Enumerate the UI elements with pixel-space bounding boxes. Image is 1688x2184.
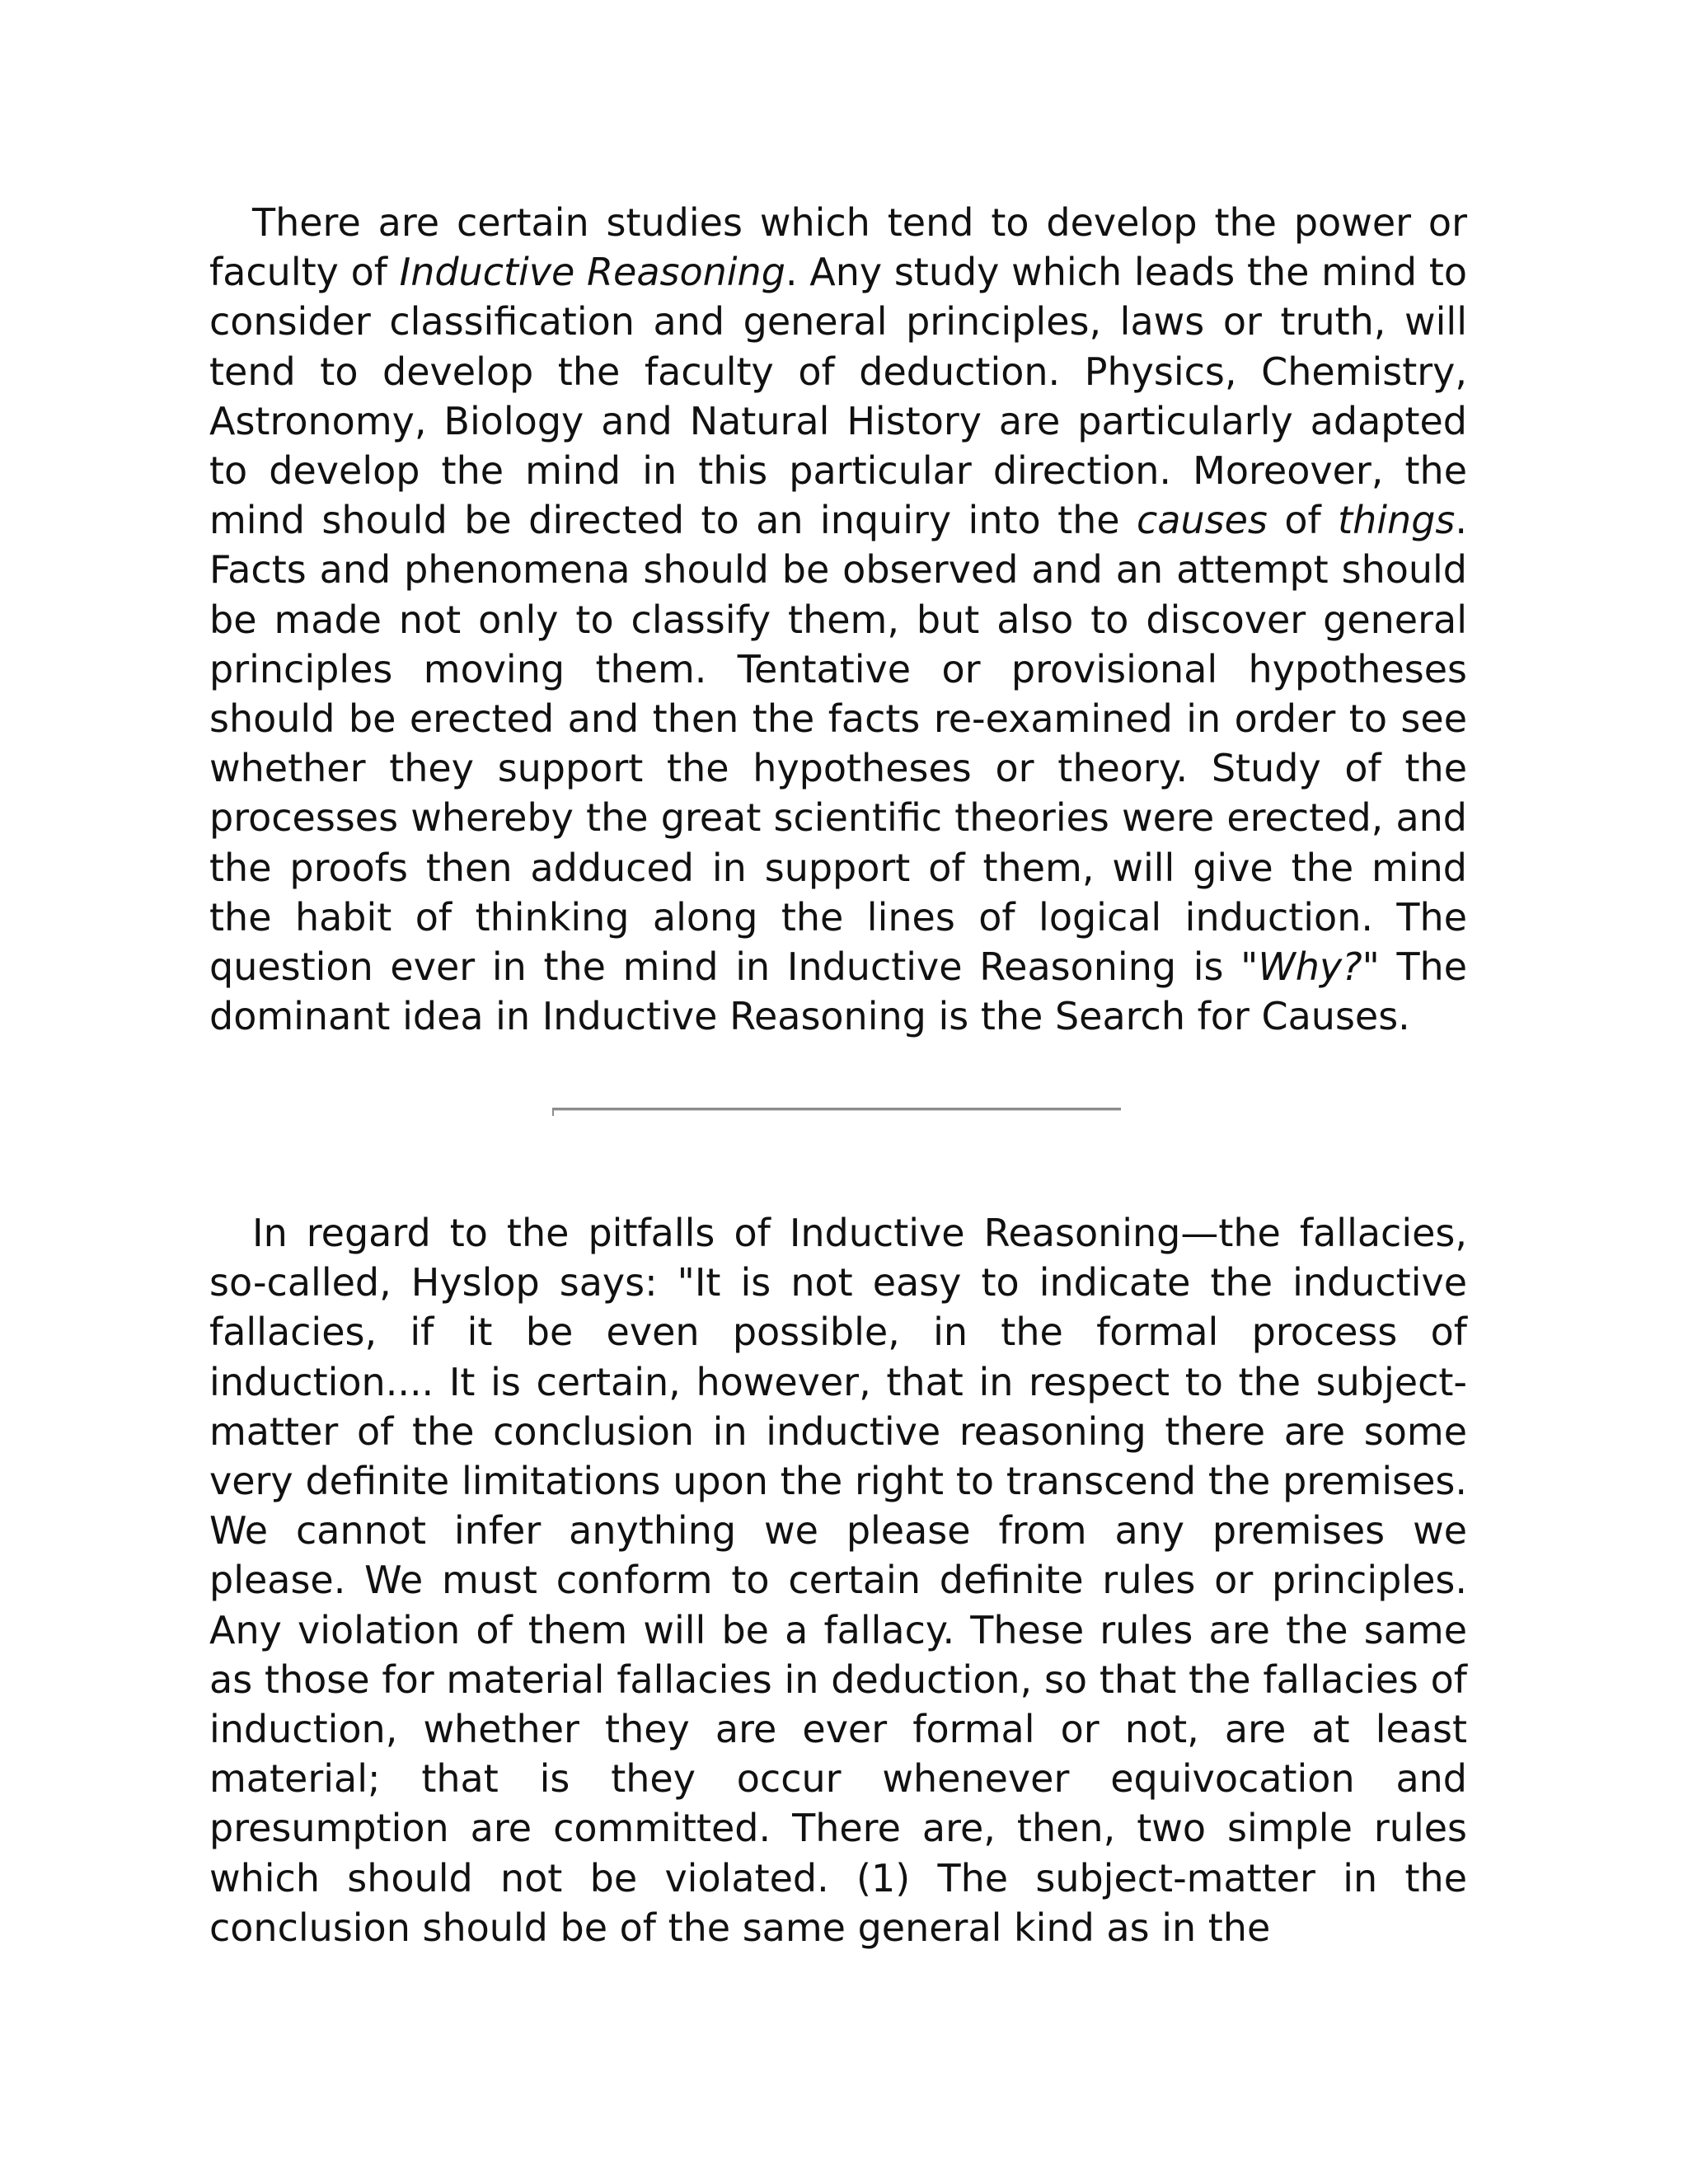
- emphasis-things: things: [1338, 498, 1456, 543]
- emphasis-causes: causes: [1137, 498, 1268, 543]
- text-run: There are certain studies which tend to develop the power or faculty of: [209, 200, 1467, 295]
- emphasis-inductive-reasoning: Inductive Reasoning: [399, 250, 785, 295]
- text-run: In regard to the pitfalls of Inductive Reasoning—the fallacies, so-called, Hyslop says: "It is not easy to indicate the inductive fallacies, if it be even possible, in the formal process of induction.... It is certain, however, that in respect to the subject-matter of the conclusion in inductive reasoning there are some very definite limitations upon the right to transcend the premises. We cannot infer anything we please from any premises we please. We must conform to certain definite rules or principles. Any violation of them will be a fallacy. These rules are the same as those for material fallacies in deduction, so that the fallacies of induction, whether they are ever formal or not, are at least material; that is they occur whenever equivocation and presumption are committed. There are, then, two simple rules which should not be violated. (1) The subject-matter in the conclusion should be of the same general kind as in the: [209, 1211, 1467, 1950]
- horizontal-rule-cap: [552, 1108, 554, 1116]
- emphasis-why: Why?: [1258, 944, 1362, 990]
- text-run: of: [1267, 498, 1339, 543]
- text-run: . Any study which leads the mind to consider classification and general principles, laws or truth, will tend to develop the faculty of deduction. Physics, Chemistry, Astronomy, Biology and Natural History are particularly adapted to develop the mind in this particular direction. Moreover, the mind should be directed to an inquiry into the: [209, 250, 1468, 543]
- paragraph-inductive-fallacies: [209, 1208, 1467, 1952]
- text-run: " The dominant idea in Inductive Reasoning is the Search for Causes.: [209, 944, 1468, 1039]
- paragraph-inductive-studies: [209, 198, 1467, 1041]
- text-run: . Facts and phenomena should be observed and an attempt should be made not only to classify them, but also to discover general principles moving them. Tentative or provisional hypotheses should be erected and then the facts re-examined in order to see whether they support the hypotheses or theory. Study of the processes whereby the great scientific theories were erected, and the proofs then adduced in support of them, will give the mind the habit of thinking along the lines of logical induction. The question ever in the mind in Inductive Reasoning is ": [209, 498, 1467, 990]
- horizontal-rule: [552, 1108, 1121, 1111]
